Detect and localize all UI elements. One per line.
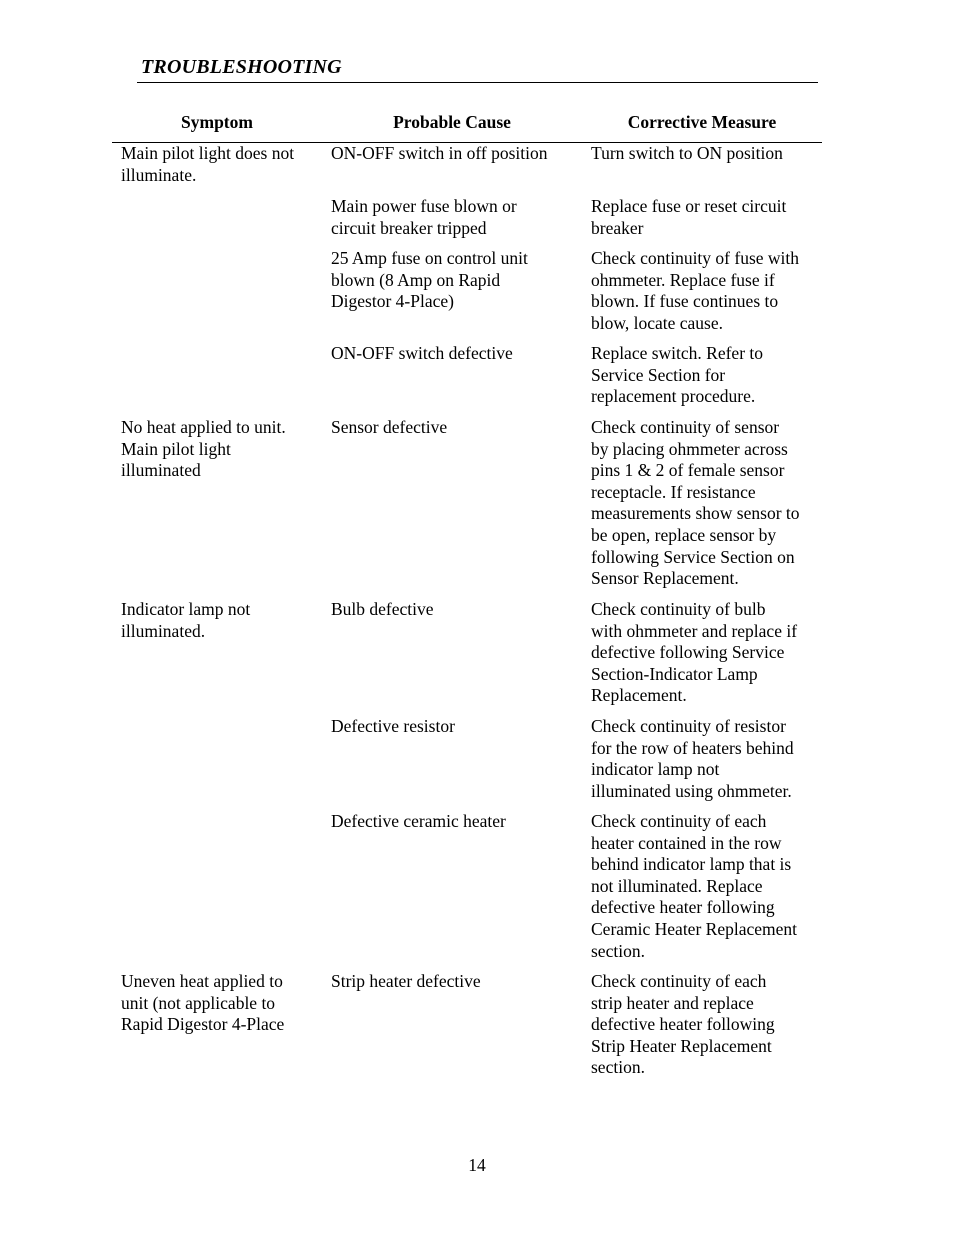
- row-3-measure: Check continuity of fuse with ohmmeter. Replace fuse if blown. If fuse continues to blow, locate cause.: [591, 248, 800, 333]
- row-6-measure: Check continuity of bulb with ohmmeter and replace if defective following Service Section-Indicator Lamp Replacement.: [591, 599, 798, 706]
- column-header-corrective-measure: Corrective Measure: [627, 112, 777, 132]
- column-header-probable-cause: Probable Cause: [393, 112, 511, 132]
- row-8-measure: Check continuity of each heater contained in the row behind indicator lamp that is not illuminated. Replace defective heater following Ceramic Heater Replacement section.: [591, 811, 798, 961]
- row-7-cause: Defective resistor: [331, 716, 455, 736]
- row-9-symptom: Uneven heat applied to unit (not applicable to Rapid Digestor 4-Place: [121, 971, 285, 1035]
- row-8-cause: Defective ceramic heater: [331, 811, 506, 831]
- row-4-measure: Replace switch. Refer to Service Section for replacement procedure.: [591, 343, 764, 407]
- column-header-symptom: Symptom: [181, 112, 253, 132]
- row-1-symptom: Main pilot light does not illuminate.: [121, 143, 295, 185]
- row-2-measure: Replace fuse or reset circuit breaker: [591, 196, 787, 238]
- row-5-measure: Check continuity of sensor by placing ohmmeter across pins 1 & 2 of female sensor receptacle. If resistance measurements show sensor to be open, replace sensor by following Service Section on Sensor Replacement.: [591, 417, 800, 589]
- row-4-cause: ON-OFF switch defective: [331, 343, 513, 363]
- row-5-symptom: No heat applied to unit. Main pilot light illuminated: [121, 417, 286, 481]
- row-2-cause: Main power fuse blown or circuit breaker tripped: [331, 196, 517, 238]
- row-5-cause: Sensor defective: [331, 417, 448, 437]
- row-3-cause: 25 Amp fuse on control unit blown (8 Amp on Rapid Digestor 4-Place): [331, 248, 528, 312]
- section-title: TROUBLESHOOTING: [141, 56, 342, 78]
- page-number: 14: [468, 1155, 486, 1175]
- heading-underline: [137, 82, 818, 83]
- row-1-measure: Turn switch to ON position: [591, 143, 783, 163]
- row-6-cause: Bulb defective: [331, 599, 434, 619]
- row-1-cause: ON-OFF switch in off position: [331, 143, 548, 163]
- row-9-cause: Strip heater defective: [331, 971, 481, 991]
- row-6-symptom: Indicator lamp not illuminated.: [121, 599, 251, 641]
- row-9-measure: Check continuity of each strip heater and replace defective heater following Strip Heater Replacement section.: [591, 971, 775, 1078]
- row-7-measure: Check continuity of resistor for the row of heaters behind indicator lamp not illuminated using ohmmeter.: [591, 716, 794, 801]
